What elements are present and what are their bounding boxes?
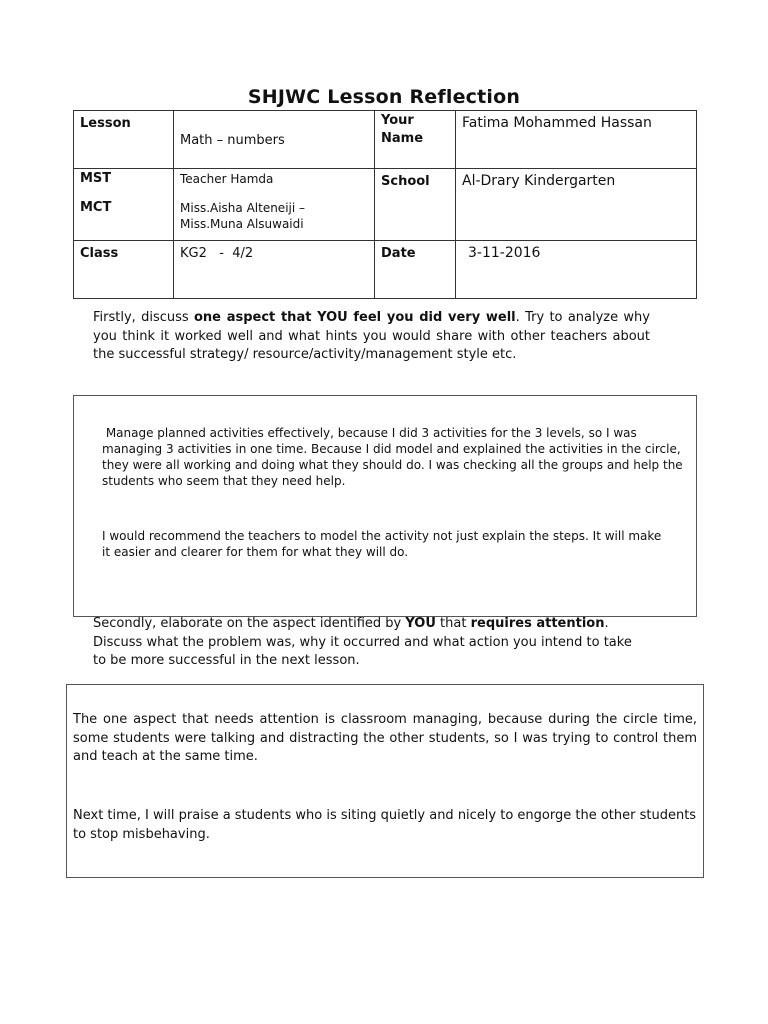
mst-mct-label-cell xyxy=(74,169,174,241)
mct-value-1: Miss.Aisha Alteneiji – xyxy=(180,201,306,215)
mst-value: Teacher Hamda xyxy=(180,172,274,186)
date-value: 3-11-2016 xyxy=(468,245,541,261)
page-title: SHJWC Lesson Reflection xyxy=(247,86,521,108)
class-value: KG2 - 4/2 xyxy=(180,246,254,261)
lesson-label: Lesson xyxy=(80,116,131,131)
mst-mct-value-cell xyxy=(174,169,375,241)
answer-one-paragraph-2: I would recommend the teachers to model the activity not just explain the steps. It will make it easier and clearer for them for what they will do. xyxy=(102,529,662,559)
answer-one-box xyxy=(73,395,697,617)
school-label: School xyxy=(381,174,430,189)
name-value: Fatima Mohammed Hassan xyxy=(462,115,652,131)
lesson-value: Math – numbers xyxy=(180,133,285,148)
name-value-cell xyxy=(456,111,697,169)
lesson-value-cell xyxy=(174,111,375,169)
name-label-cell xyxy=(375,111,456,169)
date-label-cell xyxy=(375,241,456,299)
lesson-label-cell xyxy=(74,111,174,169)
prompt-two xyxy=(93,615,638,671)
school-label-cell xyxy=(375,169,456,241)
class-label: Class xyxy=(80,246,119,261)
mct-value-2: Miss.Muna Alsuwaidi xyxy=(180,217,304,231)
prompt-two-mid: that xyxy=(435,616,471,631)
date-value-cell xyxy=(456,241,697,299)
prompt-one-rest: . Try to analyze why you think it worked well and what hints you would share with other teachers about the successful strategy/ resource/activity/management style etc. xyxy=(93,310,650,362)
class-label-cell xyxy=(74,241,174,299)
school-value-cell xyxy=(456,169,697,241)
mst-label: MST xyxy=(80,171,112,186)
prompt-one-intro: Firstly, discuss xyxy=(93,310,194,325)
answer-one-paragraph-1: Manage planned activities effectively, because I did 3 activities for the 3 levels, so I was managing 3 activities in one time. Because I did model and explained the activities in the circle, they were all working and doing what they should do. I was checking all the groups and help the students who seem that they need help. xyxy=(102,426,687,488)
lesson-info-table xyxy=(73,110,697,299)
answer-two-box xyxy=(66,684,704,878)
date-label: Date xyxy=(381,246,416,261)
mct-label: MCT xyxy=(80,200,112,215)
answer-two-paragraph-2: Next time, I will praise a students who is siting quietly and nicely to engorge the other students to stop misbehaving. xyxy=(73,808,697,842)
prompt-two-emphasis-you: YOU xyxy=(405,616,436,631)
prompt-two-intro: Secondly, elaborate on the aspect identified by xyxy=(93,616,406,631)
prompt-one xyxy=(93,309,650,365)
answer-two-paragraph-1: The one aspect that needs attention is classroom managing, because during the circle time, some students were talking and distracting the other students, so I was trying to control them and teach at the same time. xyxy=(73,712,697,764)
school-value: Al-Drary Kindergarten xyxy=(462,173,616,189)
prompt-two-rest: . Discuss what the problem was, why it occurred and what action you intend to take to be more successful in the next lesson. xyxy=(93,616,632,668)
name-label: Your Name xyxy=(381,113,424,146)
prompt-one-emphasis: one aspect that YOU feel you did very well xyxy=(194,310,516,325)
class-value-cell xyxy=(174,241,375,299)
prompt-two-emphasis-attention: requires attention xyxy=(470,616,605,631)
